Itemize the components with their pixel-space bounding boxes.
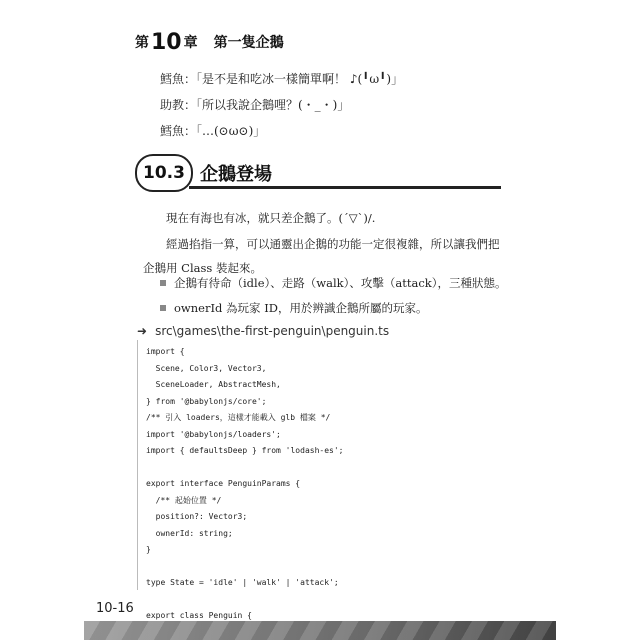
body-paragraph: 現在有海也有冰，就只差企鵝了。(´▽`)/. — [166, 211, 376, 225]
file-path-row — [137, 324, 389, 338]
code-block — [137, 340, 508, 620]
bullet-marker — [160, 280, 166, 286]
footer-stripes — [84, 621, 556, 640]
footer-decoration-bar — [84, 621, 556, 640]
chapter-prefix: 第 — [135, 35, 149, 51]
bullet-text: ownerId 為玩家 ID，用於辨識企鵝所屬的玩家。 — [174, 301, 428, 315]
file-path: src\games\the-first-penguin\penguin.ts — [155, 324, 390, 338]
chapter-suffix: 章 — [183, 35, 198, 51]
bullet-marker — [160, 305, 166, 311]
section-underline — [189, 186, 501, 189]
chapter-title: 第一隻企鵝 — [213, 35, 284, 51]
bullet-text: 企鵝有待命（idle）、走路（walk）、攻擊（attack），三種狀態。 — [174, 276, 507, 290]
chapter-number: 10 — [151, 30, 182, 55]
body-paragraph: 經過掐指一算，可以通靈出企鵝的功能一定很複雜，所以讓我們把企鵝用 Class 裝起來。 — [143, 237, 500, 275]
dialogue-line: 鱈魚：「是不是和吃冰一樣簡單啊！ ♪(╹ω╹)」 — [160, 72, 404, 86]
code-listing: import { Scene, Color3, Vector3, SceneLoader, AbstractMesh, } from '@babylonjs/core'; /** 引入 loaders，這樣才能載入 glb 檔案 */ import '@babylonjs/loaders'; import { defaultsDeep } from 'lodash-es'; export interface PenguinParams { /** 起始位置 */ position?: Vector3; ownerId: string; } type State = 'idle' | 'walk' | 'attack'; export class Penguin { — [146, 347, 344, 620]
section-title: 企鵝登場 — [200, 164, 272, 185]
section-number-badge: 10.3 — [135, 154, 193, 192]
bullet-item — [160, 300, 427, 316]
chapter-header — [135, 28, 284, 53]
dialogue-line: 助教：「所以我說企鵝哩？(・_・)」 — [160, 98, 350, 112]
page-number: 10-16 — [96, 601, 134, 616]
arrow-right-icon: ➜ — [137, 324, 148, 338]
dialogue-line: 鱈魚：「…(⊙ω⊙)」 — [160, 124, 266, 138]
bullet-item — [160, 275, 506, 291]
